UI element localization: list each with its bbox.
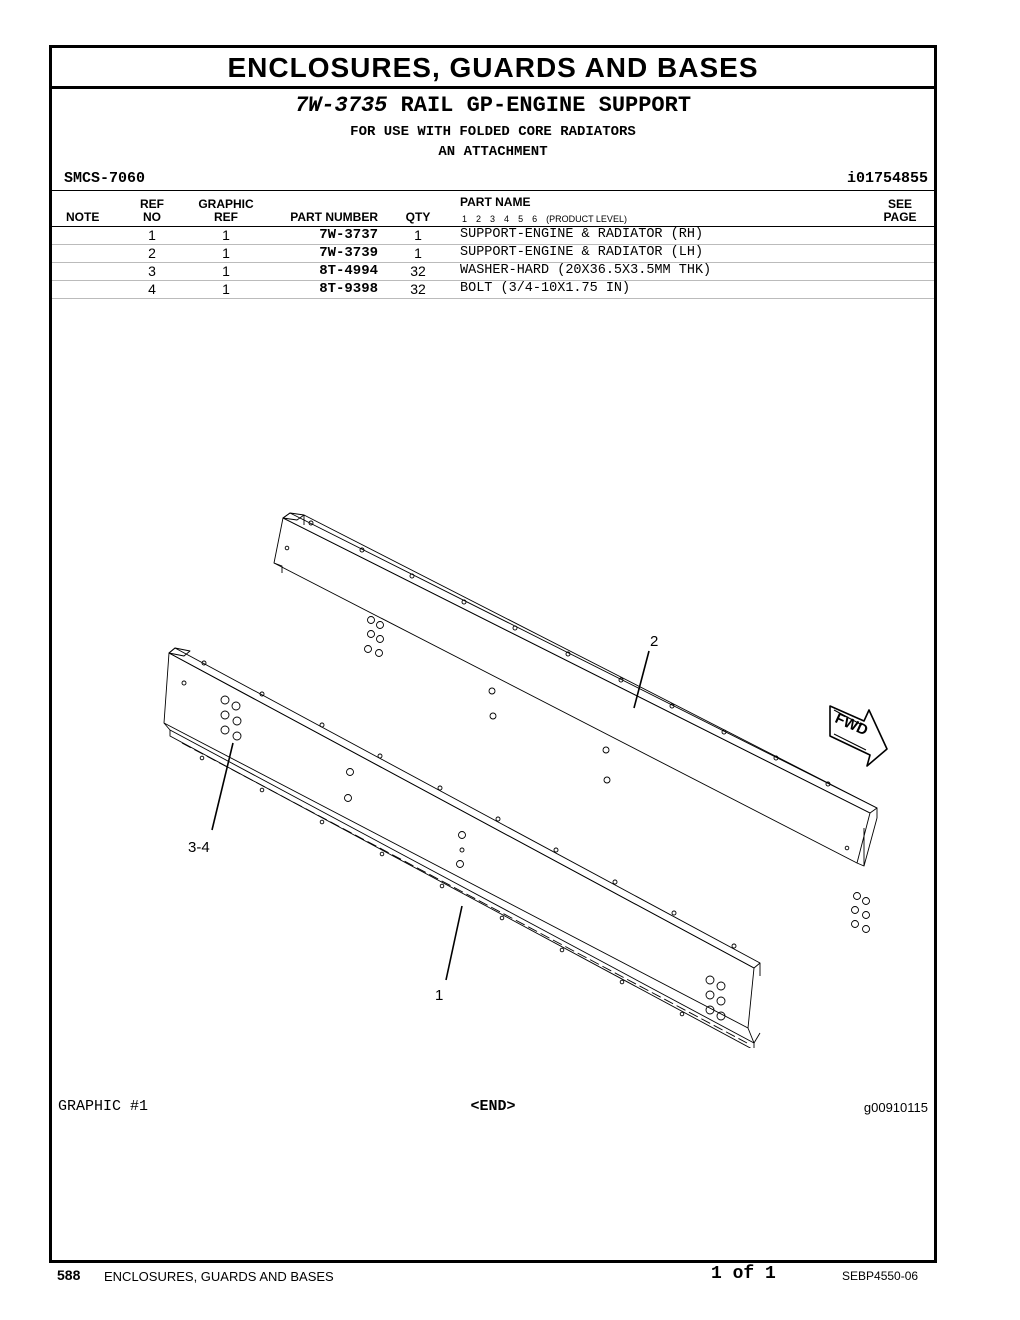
col-part-number: PART NUMBER <box>290 210 378 224</box>
leader-line-3-4 <box>212 743 233 830</box>
part-number[interactable]: 8T-4994 <box>319 263 378 279</box>
product-level-2: 2 <box>476 214 482 224</box>
col-ref-bottom: NO <box>143 210 161 224</box>
table-row <box>52 262 934 280</box>
fwd-label: FWD <box>832 709 871 740</box>
table-row <box>52 244 934 262</box>
quantity: 1 <box>414 245 422 261</box>
col-note: NOTE <box>66 210 100 224</box>
page-of: 1 of 1 <box>711 1264 776 1284</box>
leader-line-2 <box>634 651 649 708</box>
part-number[interactable]: 8T-9398 <box>319 281 378 297</box>
col-part-name: PART NAME <box>460 195 531 209</box>
section-title: ENCLOSURES, GUARDS AND BASES <box>52 48 934 89</box>
graphic-id: g00910115 <box>863 1100 928 1115</box>
ref-no: 4 <box>148 281 156 297</box>
product-level-3: 3 <box>490 214 496 224</box>
part-title <box>52 93 934 119</box>
part-name-title: RAIL GP-ENGINE SUPPORT <box>400 93 692 118</box>
graphic-ref: 1 <box>222 263 230 279</box>
part-number[interactable]: 7W-3739 <box>319 245 378 261</box>
row-divider <box>52 298 934 299</box>
product-levels <box>462 214 636 224</box>
ref-no: 1 <box>148 227 156 243</box>
part-name: BOLT (3/4-10X1.75 IN) <box>460 281 631 296</box>
illustration-id: i01754855 <box>846 170 928 187</box>
table-row <box>52 226 934 244</box>
quantity: 1 <box>414 227 422 243</box>
page-frame <box>49 45 937 1263</box>
part-name: SUPPORT-ENGINE & RADIATOR (RH) <box>460 227 704 242</box>
col-graphic-top: GRAPHIC <box>198 197 254 211</box>
footer-section: ENCLOSURES, GUARDS AND BASES <box>104 1269 334 1284</box>
page-number: 588 <box>57 1267 81 1283</box>
col-see-bottom: PAGE <box>883 210 917 224</box>
callout-1: 1 <box>435 987 444 1004</box>
graphic-ref: 1 <box>222 281 230 297</box>
part-name: WASHER-HARD (20X36.5X3.5MM THK) <box>460 263 712 278</box>
parts-illustration <box>112 468 892 1048</box>
attachment-note: AN ATTACHMENT <box>438 144 548 160</box>
lh-support-rail <box>274 513 892 958</box>
smcs-code: SMCS-7060 <box>64 170 146 187</box>
product-level-1: 1 <box>462 214 468 224</box>
product-level-6: 6 <box>532 214 538 224</box>
header-rule-top <box>52 190 934 191</box>
product-level-5: 5 <box>518 214 524 224</box>
callout-2: 2 <box>650 633 659 650</box>
col-see-top: SEE <box>887 197 912 211</box>
quantity: 32 <box>410 281 426 297</box>
col-qty: QTY <box>405 210 431 224</box>
document-id: SEBP4550-06 <box>842 1269 919 1283</box>
ref-no: 2 <box>148 245 156 261</box>
usage-note: FOR USE WITH FOLDED CORE RADIATORS <box>350 124 636 140</box>
leader-line-1 <box>446 906 462 980</box>
ref-no: 3 <box>148 263 156 279</box>
callout-3-4: 3-4 <box>188 839 210 856</box>
part-name: SUPPORT-ENGINE & RADIATOR (LH) <box>460 245 704 260</box>
graphic-label: GRAPHIC #1 <box>58 1098 149 1115</box>
end-marker: <END> <box>470 1098 516 1115</box>
product-level-4: 4 <box>504 214 510 224</box>
part-number[interactable]: 7W-3737 <box>319 227 378 243</box>
table-row <box>52 280 934 298</box>
part-number-title: 7W-3735 <box>294 93 388 118</box>
graphic-ref: 1 <box>222 227 230 243</box>
col-ref-top: REF <box>140 197 164 211</box>
graphic-ref: 1 <box>222 245 230 261</box>
product-level-label: (PRODUCT LEVEL) <box>546 214 627 224</box>
col-graphic-bottom: REF <box>214 210 238 224</box>
quantity: 32 <box>410 263 426 279</box>
